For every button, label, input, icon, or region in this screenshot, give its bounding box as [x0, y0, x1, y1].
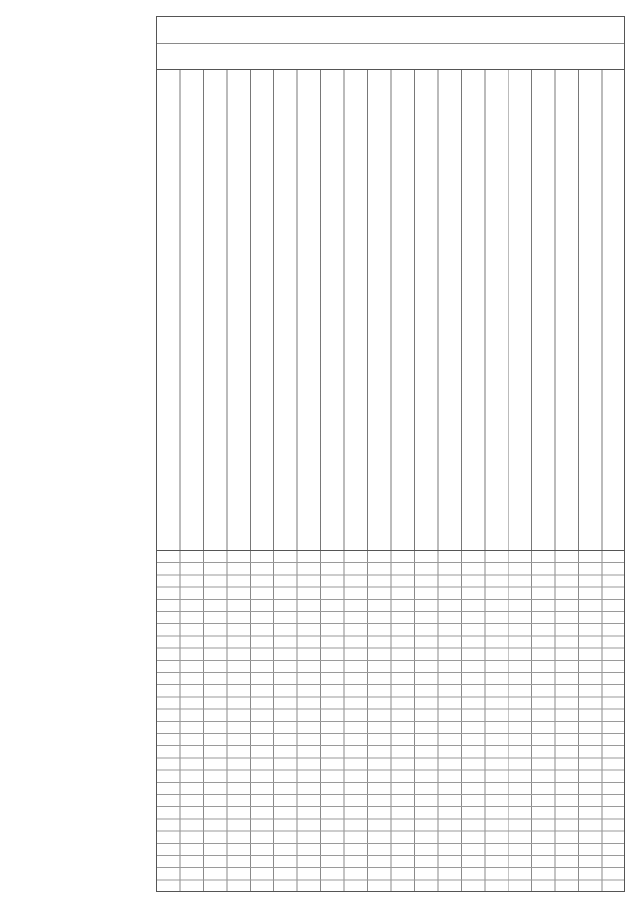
- table-header: [157, 17, 624, 70]
- budget-code-columns: [157, 550, 624, 891]
- table-body-rows: [157, 69, 624, 551]
- table-header-subrow: [157, 43, 624, 44]
- budget-program-table: [156, 16, 625, 892]
